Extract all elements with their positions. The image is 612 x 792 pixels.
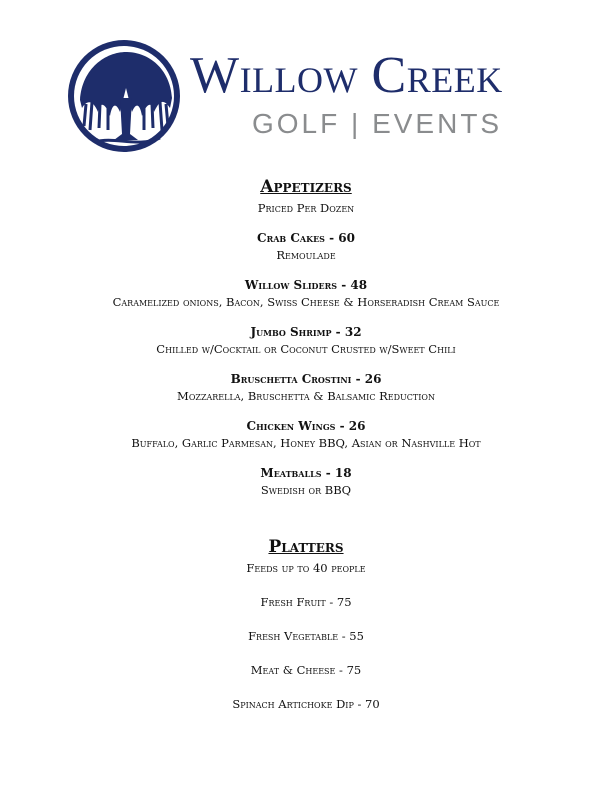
brand-name: Willow Creek [190, 47, 503, 104]
appetizers-section [0, 176, 612, 498]
menu-item [0, 324, 612, 357]
platter-item: Spinach Artichoke Dip - 70 [232, 697, 380, 711]
menu-item-name: Willow Sliders - 48 [244, 278, 368, 292]
menu-item [0, 465, 612, 498]
menu-item [0, 277, 612, 310]
section-title-platters: Platters [268, 537, 344, 557]
menu-item-name: Jumbo Shrimp - 32 [250, 325, 362, 339]
section-title-appetizers: Appetizers [260, 177, 352, 197]
menu-item-description: Caramelized onions, Bacon, Swiss Cheese & Horseradish Cream Sauce [112, 295, 500, 309]
menu-item-name: Bruschetta Crostini - 26 [230, 372, 382, 386]
menu-item-name: Meatballs - 18 [260, 466, 352, 480]
menu-item-description: Remoulade [276, 248, 336, 262]
brand-subtitle: GOLF | EVENTS [252, 108, 503, 139]
menu-item-description: Swedish or BBQ [260, 483, 352, 497]
menu-item-name: Chicken Wings - 26 [246, 419, 366, 433]
willow-tree-emblem-icon [66, 38, 186, 154]
section-note-appetizers: Priced Per Dozen [257, 201, 355, 215]
menu-item-name: Crab Cakes - 60 [257, 231, 355, 245]
menu [0, 176, 612, 712]
section-note-platters: Feeds up to 40 people [246, 561, 366, 575]
menu-item-description: Buffalo, Garlic Parmesan, Honey BBQ, Asian or Nashville Hot [131, 436, 481, 450]
menu-item [0, 371, 612, 404]
menu-item [0, 230, 612, 263]
menu-item-description: Chilled w/Cocktail or Coconut Crusted w/Sweet Chili [156, 342, 456, 356]
menu-item-description: Mozzarella, Bruschetta & Balsamic Reduction [177, 389, 435, 403]
platter-item: Fresh Vegetable - 55 [248, 629, 364, 643]
platter-item: Meat & Cheese - 75 [250, 663, 362, 677]
platters-section [0, 536, 612, 712]
menu-item [0, 418, 612, 451]
platter-item: Fresh Fruit - 75 [260, 595, 352, 609]
